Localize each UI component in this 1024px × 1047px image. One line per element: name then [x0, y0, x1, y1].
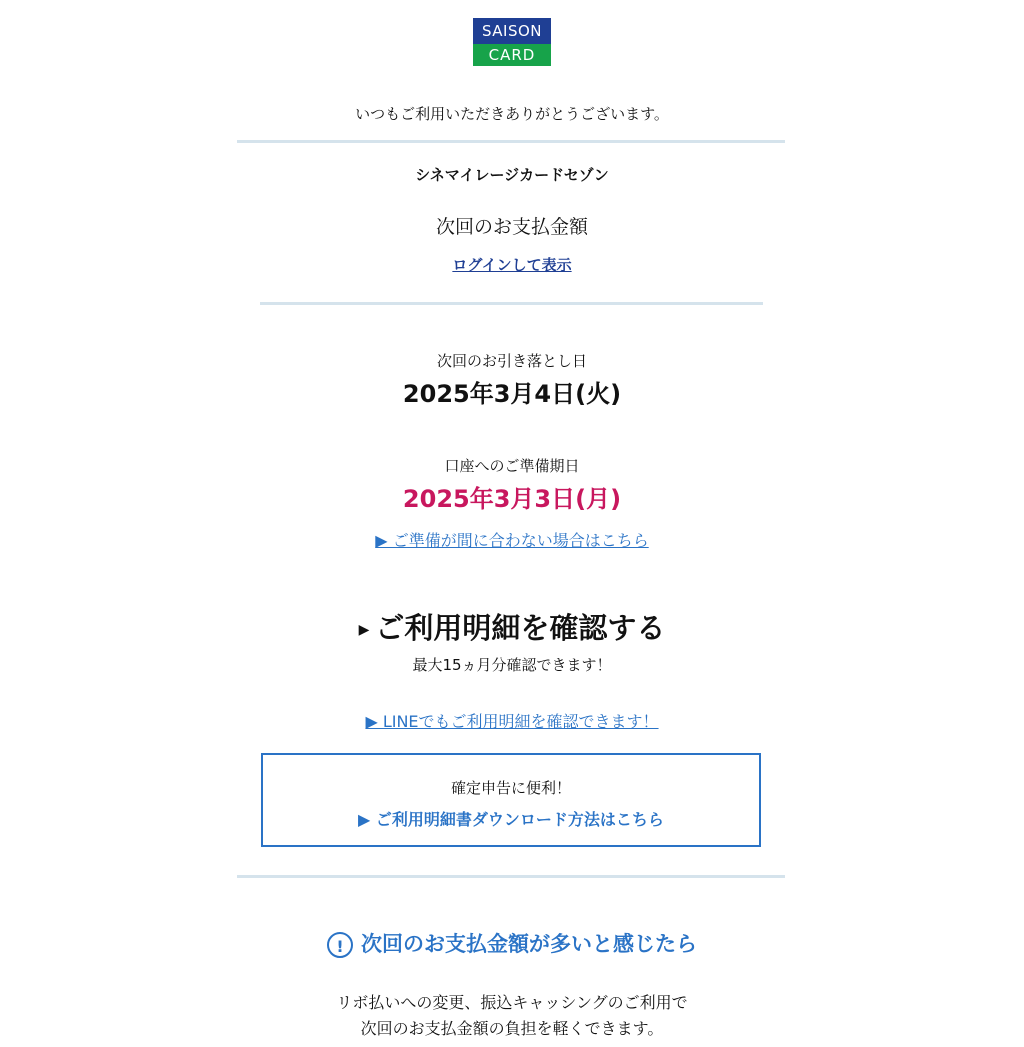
statement-heading-row[interactable]: [0, 606, 1024, 647]
preparation-link-row: [0, 528, 1024, 551]
card-name: シネマイレージカードセゾン: [415, 166, 609, 184]
payment-amount-label: 次回のお支払金額: [435, 216, 588, 238]
login-to-view-link[interactable]: ログインして表示: [452, 256, 572, 274]
divider-bottom: [237, 875, 785, 878]
alert-description-line1: リボ払いへの変更、振込キャッシングのご利用で: [336, 993, 688, 1012]
preparation-date: 2025年3月3日(月): [402, 485, 622, 513]
statement-download-link[interactable]: ▶ ご利用明細書ダウンロード方法はこちら: [358, 810, 664, 829]
exclamation-icon: !: [327, 932, 353, 958]
saison-card-logo: [473, 18, 551, 66]
debit-date: 2025年3月4日(火): [402, 380, 622, 408]
preparation-late-link[interactable]: ▶ ご準備が間に合わない場合はこちら: [375, 531, 649, 550]
statement-subtext: 最大15ヵ月分確認できます！: [412, 656, 612, 674]
alert-heading[interactable]: 次回のお支払金額が多いと感じたら: [361, 932, 697, 956]
divider-top: [237, 140, 785, 143]
logo-text-saison: SAISON: [473, 18, 551, 44]
play-arrow-icon: ▶: [358, 622, 370, 638]
tax-return-label: 確定申告に便利！: [450, 779, 571, 797]
preparation-date-label: 口座へのご準備期日: [444, 457, 580, 475]
statement-heading[interactable]: ご利用明細を確認する: [375, 611, 666, 645]
login-link-row: [0, 254, 1024, 275]
tax-return-box: [261, 753, 761, 847]
alert-description-line2: 次回のお支払金額の負担を軽くできます。: [360, 1019, 664, 1038]
line-link-row: [0, 709, 1024, 732]
line-statement-link[interactable]: ▶ LINEでもご利用明細を確認できます！: [365, 712, 659, 731]
logo-text-card: CARD: [473, 44, 551, 66]
greeting-text: いつもご利用いただきありがとうございます。: [355, 105, 669, 123]
high-payment-alert[interactable]: [0, 928, 1024, 958]
debit-date-label: 次回のお引き落とし日: [436, 352, 587, 370]
divider-middle: [260, 302, 763, 305]
